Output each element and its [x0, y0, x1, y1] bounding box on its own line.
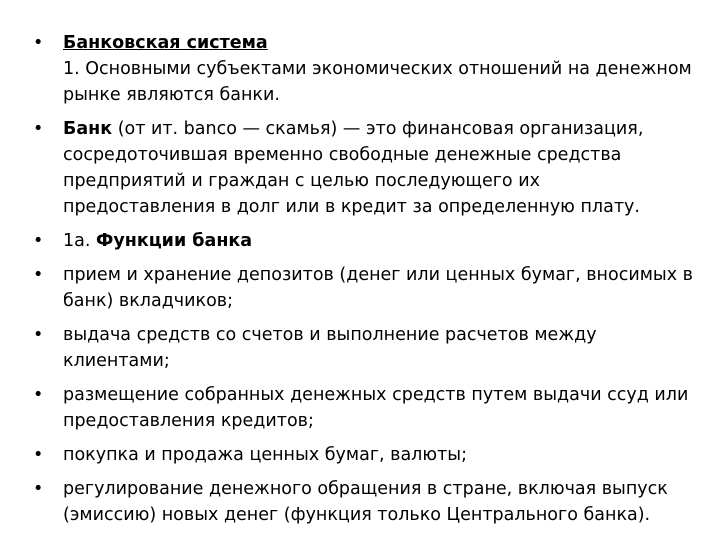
bullet-item-money-regulation: [33, 476, 693, 528]
deposits-text: прием и хранение депозитов (денег или ценных бумаг, вносимых в банк) вкладчиков;: [63, 265, 693, 311]
bullet-icon: •: [33, 231, 44, 251]
bullet-item-loans: [33, 382, 693, 434]
bullet-icon: •: [33, 325, 44, 345]
bullet-icon: •: [33, 385, 44, 405]
bullet-item-deposits: [33, 262, 693, 314]
bullet-item-payments: [33, 322, 693, 374]
term-bank: Банк: [63, 119, 113, 139]
bullet-icon: •: [33, 445, 44, 465]
bullet-icon: •: [33, 119, 44, 139]
bullet-item-bank-definition: [33, 116, 693, 220]
bullet-item-securities: [33, 442, 693, 468]
bullet-icon: •: [33, 265, 44, 285]
banking-system-text: 1. Основными субъектами экономических отношений на денежном рынке являются банки.: [63, 59, 692, 105]
bank-definition-text: (от ит. banco — скамья) — это финансовая организация, сосредоточившая временно свободные денежные средства предприятий и граждан с целью последующего их предоставления в долг или в кредит за определенную плату.: [63, 119, 644, 217]
functions-prefix: 1а.: [63, 231, 96, 251]
section-title-banking-system: Банковская система: [63, 33, 268, 53]
section-title-bank-functions: Функции банка: [95, 231, 253, 251]
loans-text: размещение собранных денежных средств путем выдачи ссуд или предоставления кредитов;: [63, 385, 689, 431]
bullet-icon: •: [33, 479, 44, 499]
bullet-item-banking-system: [33, 30, 693, 108]
bullet-list: [33, 30, 693, 536]
bullet-item-bank-functions: [33, 228, 693, 254]
bullet-icon: •: [33, 33, 44, 53]
payments-text: выдача средств со счетов и выполнение расчетов между клиентами;: [63, 325, 597, 371]
money-regulation-text: регулирование денежного обращения в стране, включая выпуск (эмиссию) новых денег (функция только Центрального банка).: [63, 479, 668, 525]
securities-text: покупка и продажа ценных бумаг, валюты;: [63, 445, 467, 465]
